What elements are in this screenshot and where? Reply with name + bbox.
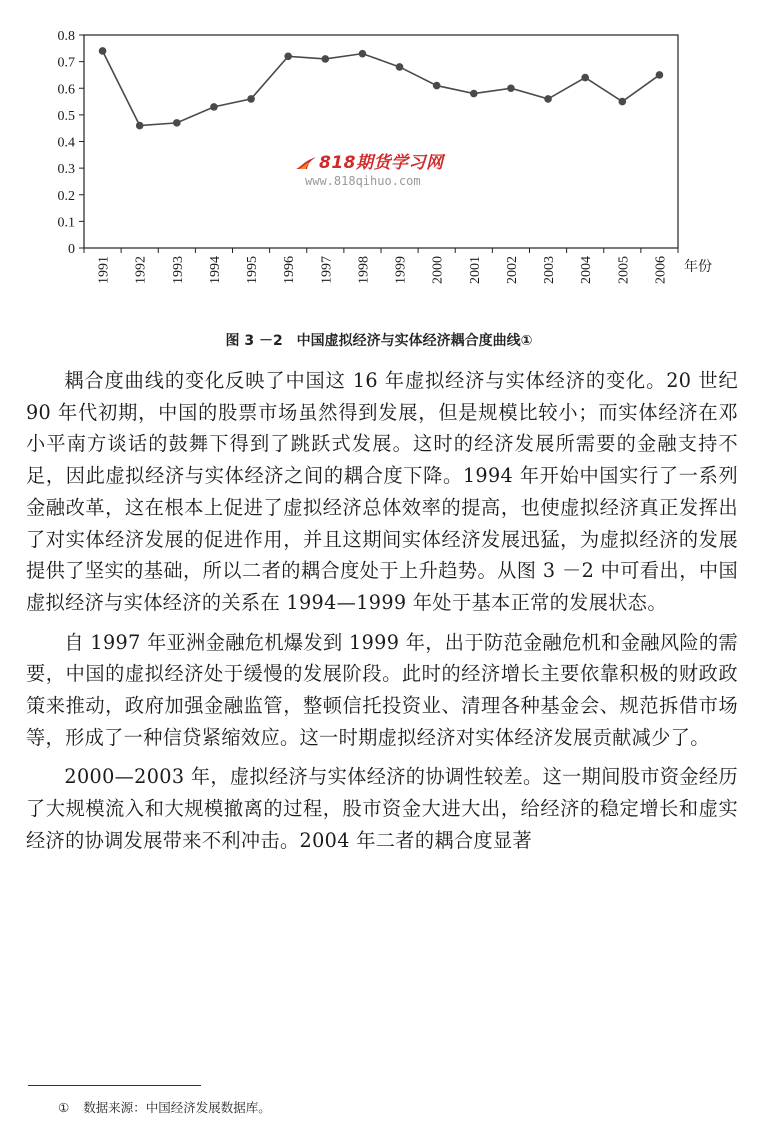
data-point [581,74,589,82]
y-tick-label: 0.3 [57,162,75,178]
series-line [103,51,660,126]
data-point [247,95,255,103]
data-point [544,95,552,103]
x-tick-label: 2003 [542,256,558,284]
y-tick-label: 0.6 [57,82,75,98]
paragraph: 自 1997 年亚洲金融危机爆发到 1999 年，出于防范金融危机和金融风险的需要，中国的虚拟经济处于缓慢的发展阶段。此时的经济增长主要依靠积极的财政政策来推动，政府加强金融监管，整顿信托投资业、清理各种基金会、规范拆借市场等，形成了一种信贷紧缩效应。这一时期虚拟经济对实体经济发展贡献减少了。 [26,630,738,749]
watermark-url: www.818qihuo.com [305,174,421,188]
watermark [295,148,475,188]
data-point [396,63,404,71]
y-tick-label: 0.1 [57,215,75,231]
x-tick-label: 1993 [170,256,186,284]
data-point [284,53,292,61]
data-point [99,47,107,55]
data-point [210,103,218,111]
x-tick-label: 1998 [356,256,372,284]
x-tick-label: 1991 [96,256,112,284]
x-axis-label: 年份 [684,259,712,275]
footnote-mark: ① [58,1100,70,1115]
data-point [359,50,367,58]
flame-logo-icon [295,155,317,171]
x-tick-label: 1994 [207,256,223,284]
x-tick-label: 2002 [504,256,520,284]
data-point [173,119,181,127]
data-point [507,84,515,92]
footnote [58,1098,271,1116]
data-point [322,55,330,63]
x-tick-label: 1997 [319,256,335,284]
x-tick-label: 2005 [616,256,632,284]
y-tick-label: 0.8 [57,29,75,44]
plot-frame [84,35,678,248]
paragraph: 耦合度曲线的变化反映了中国这 16 年虚拟经济与实体经济的变化。20 世纪 90 年代初期，中国的股票市场虽然得到发展，但是规模比较小；而实体经济在邓小平南方谈话的鼓舞下得到了跳跃式发展。这时的经济发展所需要的金融支持不足，因此虚拟经济与实体经济之间的耦合度下降。1994 年开始中国实行了一系列金融改革，这在根本上促进了虚拟经济总体效率的提高，也使虚拟经济真正发挥出了对实体经济发展的促进作用，并且这期间实体经济发展迅猛，为虚拟经济的发展提供了坚实的基础，所以二者的耦合度处于上升趋势。从图 3 －2 中可看出，中国虚拟经济与实体经济的关系在 1994—1999 年处于基本正常的发展状态。 [26,369,738,614]
x-tick-label: 1995 [245,256,261,284]
x-tick-label: 2006 [653,256,669,284]
data-point [656,71,664,79]
paragraph: 2000—2003 年，虚拟经济与实体经济的协调性较差。这一期间股市资金经历了大规模流入和大规模撤离的过程，股市资金大进大出，给经济的稳定增长和虚实经济的协调发展带来不利冲击。2004 年二者的耦合度显著 [26,765,738,852]
data-point [136,122,144,130]
x-tick-label: 1996 [282,256,298,284]
footnote-text: 数据来源：中国经济发展数据库。 [83,1100,271,1115]
x-tick-label: 2000 [430,256,446,284]
y-tick-label: 0.4 [57,135,75,151]
y-tick-label: 0.5 [57,108,75,124]
watermark-title [295,148,475,173]
y-tick-label: 0.7 [57,55,75,71]
data-point [470,90,478,98]
x-tick-label: 2004 [579,256,595,284]
watermark-title-text: 818期货学习网 [319,153,444,173]
data-point [433,82,441,90]
y-tick-label: 0 [68,242,75,257]
x-tick-label: 2001 [467,256,483,284]
x-tick-label: 1999 [393,256,409,284]
body-text [26,365,738,865]
footnote-divider [28,1085,201,1086]
y-tick-label: 0.2 [57,188,75,204]
x-tick-label: 1992 [133,256,149,284]
data-point [619,98,627,106]
figure-caption: 图 3 －2 中国虚拟经济与实体经济耦合度曲线① [225,333,533,349]
